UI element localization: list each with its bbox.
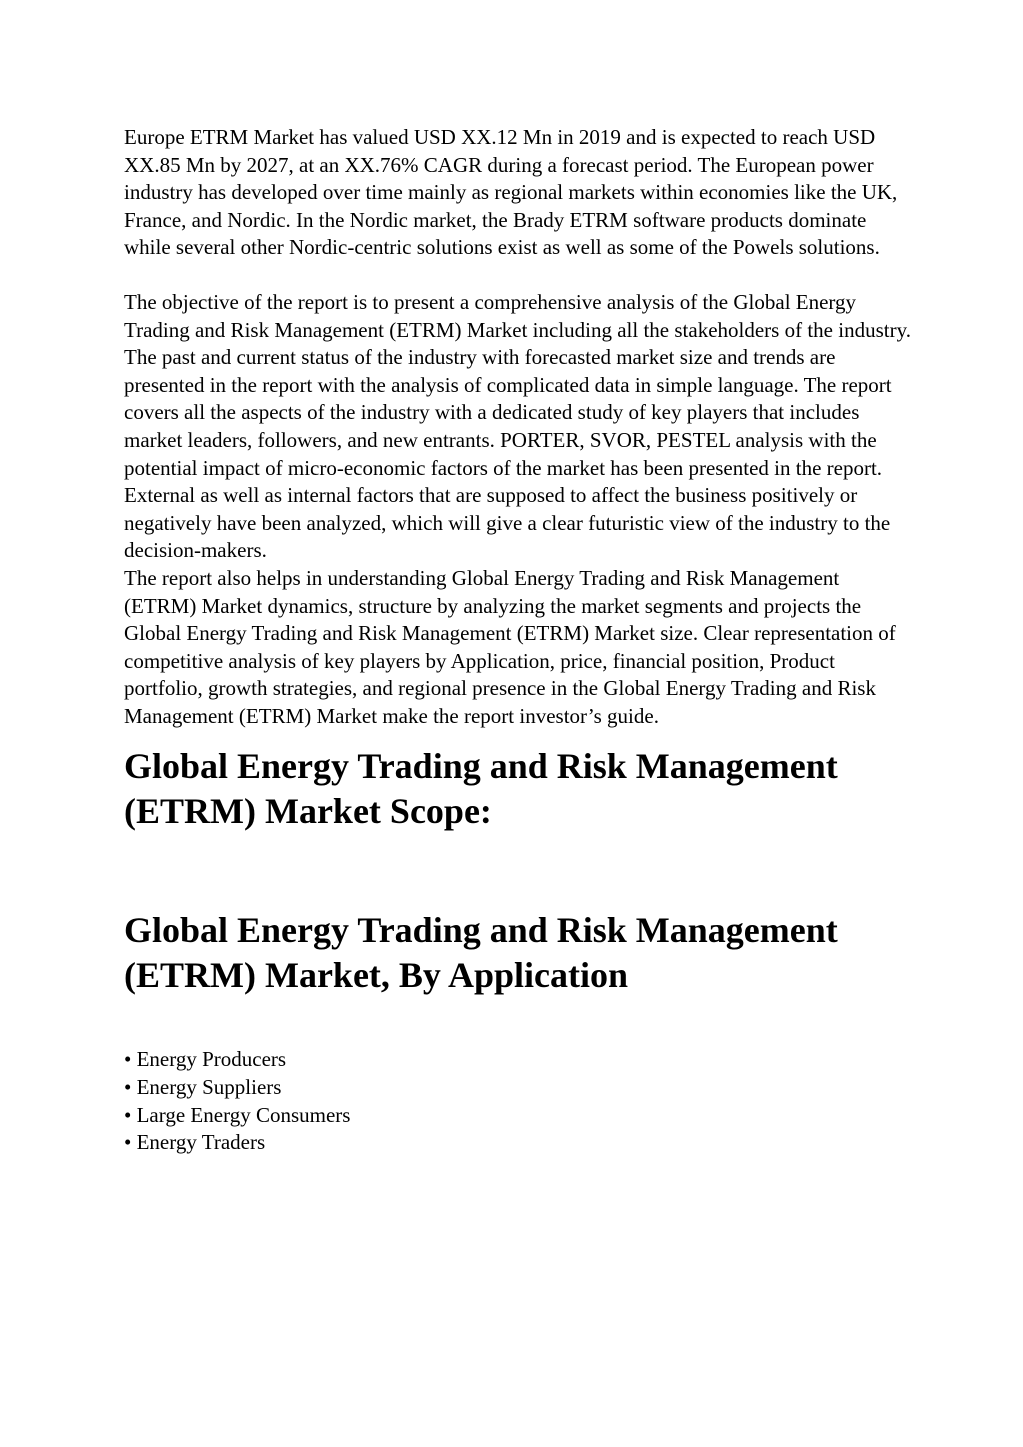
report-helps-paragraph: The report also helps in understanding Global Energy Trading and Risk Management (ETRM) Market dynamics, structure by analyzing the market segments and projects the Global Energy Trading and Risk Management (ETRM) Market size. Clear representation of competitive analysis of key players by Application, price, financial position, Product portfolio, growth strategies, and regional presence in the Global Energy Trading and Risk Management (ETRM) Market make the report investor’s guide. (124, 565, 896, 728)
list-item: • Energy Traders (124, 1130, 266, 1155)
by-application-heading: Global Energy Trading and Risk Management (ETRM) Market, By Application (124, 910, 838, 996)
intro-paragraph: Europe ETRM Market has valued USD XX.12 Mn in 2019 and is expected to reach USD XX.85 Mn by 2027, at an XX.76% CAGR during a forecast period. The European power industry has developed over time mainly as regional markets within economies like the UK, France, and Nordic. In the Nordic market, the Brady ETRM software products dominate while several other Nordic-centric solutions exist as well as some of the Powels solutions. (124, 125, 898, 260)
application-list (124, 1046, 914, 1156)
document-page (124, 124, 914, 1157)
market-scope-heading: Global Energy Trading and Risk Management (ETRM) Market Scope: (124, 746, 838, 832)
objective-paragraph: The objective of the report is to present a comprehensive analysis of the Global Energy Trading and Risk Management (ETRM) Market including all the stakeholders of the industry. The past and current status of the industry with forecasted market size and trends are presented in the report with the analysis of complicated data in simple language. The report covers all the aspects of the industry with a dedicated study of key players that includes market leaders, followers, and new entrants. PORTER, SVOR, PESTEL analysis with the potential impact of micro-economic factors of the market has been presented in the report. External as well as internal factors that are supposed to affect the business positively or negatively have been analyzed, which will give a clear futuristic view of the industry to the decision-makers. (124, 289, 911, 563)
list-item: • Energy Producers (124, 1047, 287, 1072)
list-item: • Large Energy Consumers (124, 1102, 351, 1127)
list-item: • Energy Suppliers (124, 1075, 282, 1100)
